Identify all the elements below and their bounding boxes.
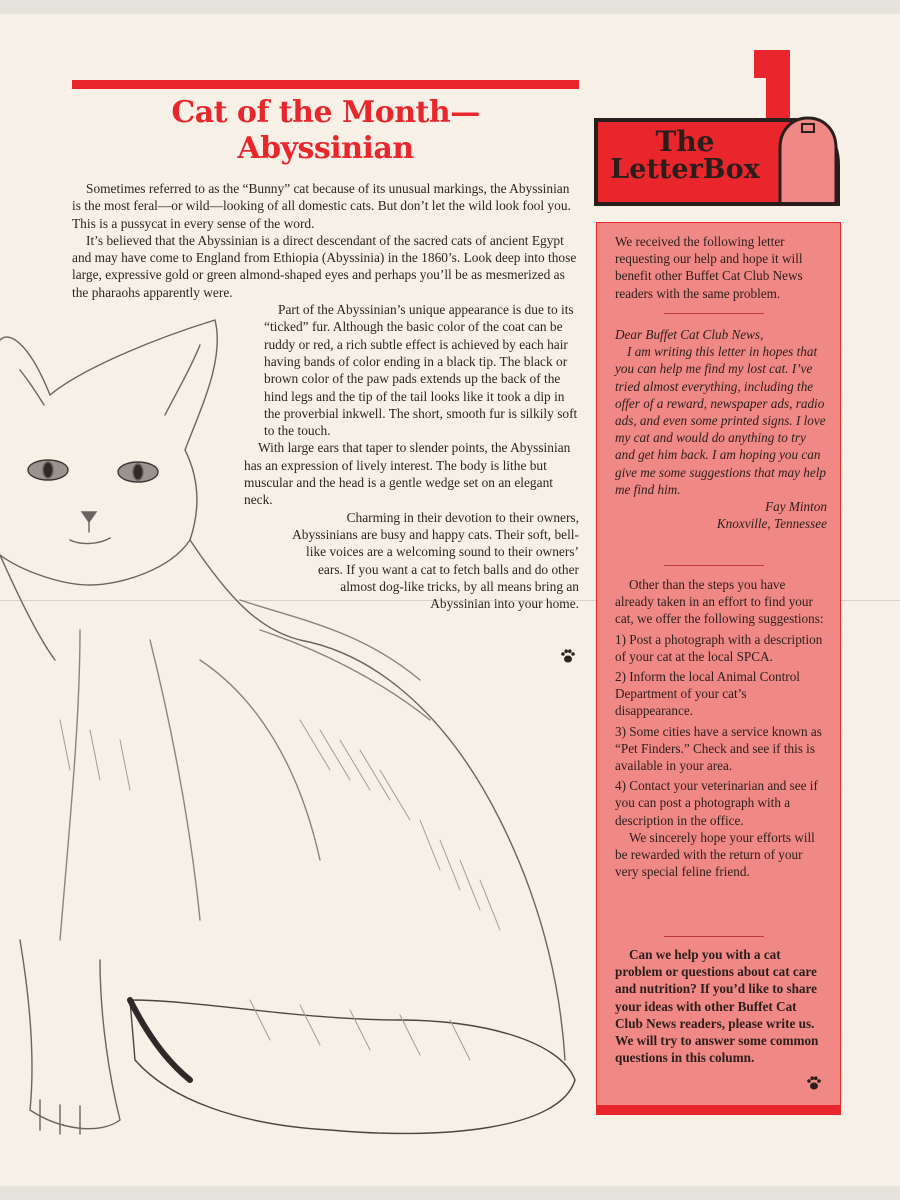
article-title-line2: Abyssinian (237, 131, 414, 166)
response-intro: Other than the steps you have already taken in an effort to find your cat, we offer the following suggestions: (615, 577, 824, 627)
letterbox-heading-line1: The (655, 125, 715, 158)
suggestion-item: 4) Contact your veterinarian and see if you can post a photograph with a description in the office. (615, 778, 818, 828)
article-paragraph: Part of the Abyssinian’s unique appearance is due to its “ticked” fur. Although the basic color of the coat can be ruddy or red, a rich subtle effect is achieved by each hair having bands of color ending in a black tip. The black or brown color of the paw pads extends up the back of the hind legs and the tip of the tail looks like it took a dip in the proverbial inkwell. The short, smooth fur is silkily soft to the touch. (264, 302, 578, 439)
callout (615, 946, 827, 1066)
letterbox-intro: We received the following letter requesting our help and hope it will benefit other Buffet Cat Club News readers with the same problem. (615, 234, 803, 301)
article-paragraph: Sometimes referred to as the “Bunny” cat because of its unusual markings, the Abyssinian is the most feral—or wild—looking of all domestic cats. But don’t let the wild look fool you. This is a pussycat in every sense of the word. (72, 181, 571, 231)
article-paragraph: With large ears that taper to slender points, the Abyssinian has an expression of lively interest. The body is lithe but muscular and the head is a gentle wedge set on an elegant neck. (244, 440, 571, 508)
suggestion-item: 3) Some cities have a service known as “Pet Finders.” Check and see if this is available in your area. (615, 723, 822, 774)
response-closing: We sincerely hope your efforts will be rewarded with the return of your very special feline friend. (615, 829, 815, 880)
paw-print-icon (806, 1075, 822, 1091)
callout-text: Can we help you with a cat problem or questions about cat care and nutrition? If you’d like to share your ideas with other Buffet Cat Club News readers, please write us. We will try to answer some common questions in this column. (615, 947, 819, 1066)
letter-body: I am writing this letter in hopes that you can help me find my lost cat. I’ve tried almost everything, including the offer of a reward, newspaper ads, radio ads, and even some printed signs. I love my cat and would do anything to try and get him back. I am hoping you can give me some suggestions that may help me find him. (615, 344, 826, 497)
letter-signature: Fay Minton (765, 499, 827, 515)
divider (664, 313, 764, 314)
letterbox-heading (600, 125, 770, 185)
letterbox-heading-line2: LetterBox (610, 154, 760, 185)
article-title (72, 95, 579, 167)
divider (664, 565, 764, 566)
divider (664, 936, 764, 937)
letterbox-bottom-rule (596, 1105, 841, 1115)
article-paragraph: Charming in their devotion to their owners, Abyssinians are busy and happy cats. Their soft, bell-like voices are a welcoming sound to their owners’ ears. If you want a cat to fetch balls and do other almost dog-like tricks, by all means bring an Abyssinian into your home. (292, 509, 579, 612)
letter-location: Knoxville, Tennessee (716, 516, 827, 532)
response (615, 576, 827, 880)
article-paragraph: It’s believed that the Abyssinian is a direct descendant of the sacred cats of ancient Egypt and may have come to England from Ethiopia (Abyssinia) in the 1860’s. Look deep into those large, expressive gold or green almond-shaped eyes and perhaps you’ll be as mesmerized as the pharaohs apparently were. (72, 232, 577, 300)
suggestion-item: 2) Inform the local Animal Control Department of your cat’s disappearance. (615, 669, 800, 719)
letter-salutation: Dear Buffet Cat Club News, (615, 327, 764, 342)
paw-print-icon (560, 648, 576, 664)
article-title-line1: Cat of the Month— (171, 95, 480, 130)
title-rule (72, 80, 579, 89)
article-body (72, 180, 579, 612)
suggestion-item: 1) Post a photograph with a description of your cat at the local SPCA. (615, 631, 823, 664)
letter (615, 326, 827, 532)
